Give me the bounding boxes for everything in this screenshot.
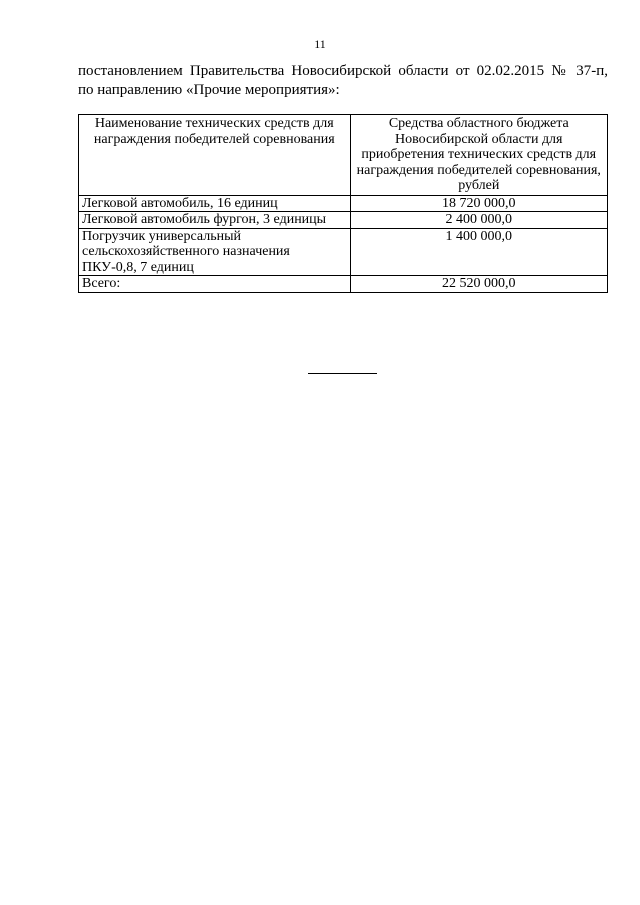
row-amount: 18 720 000,0 xyxy=(350,195,607,212)
page-number: 11 xyxy=(314,37,326,51)
row-amount: 1 400 000,0 xyxy=(350,228,607,276)
row-amount: 2 400 000,0 xyxy=(350,212,607,229)
header-budget-amount: Средства областного бюджета Новосибирской области для приобретения технических средств для награждения победителей соревнования, рублей xyxy=(350,115,607,196)
table-row xyxy=(79,195,608,212)
funding-table xyxy=(78,114,608,293)
intro-line-1: постановлением Правительства Новосибирской области от 02.02.2015 № 37-п, xyxy=(78,63,608,79)
intro-line-2: по направлению «Прочие мероприятия»: xyxy=(78,82,340,98)
total-amount: 22 520 000,0 xyxy=(350,276,607,293)
header-equipment-name: Наименование технических средств для награждения победителей соревнования xyxy=(79,115,351,196)
table-row xyxy=(79,228,608,276)
row-name: Легковой автомобиль, 16 единиц xyxy=(79,195,351,212)
row-name: Погрузчик универсальный сельскохозяйственного назначения ПКУ-0,8, 7 единиц xyxy=(79,228,351,276)
total-label: Всего: xyxy=(79,276,351,293)
table-header-row xyxy=(79,115,608,196)
table-row xyxy=(79,212,608,229)
end-of-document-rule xyxy=(308,373,377,374)
row-name: Легковой автомобиль фургон, 3 единицы xyxy=(79,212,351,229)
intro-paragraph xyxy=(78,62,608,100)
total-row xyxy=(79,276,608,293)
